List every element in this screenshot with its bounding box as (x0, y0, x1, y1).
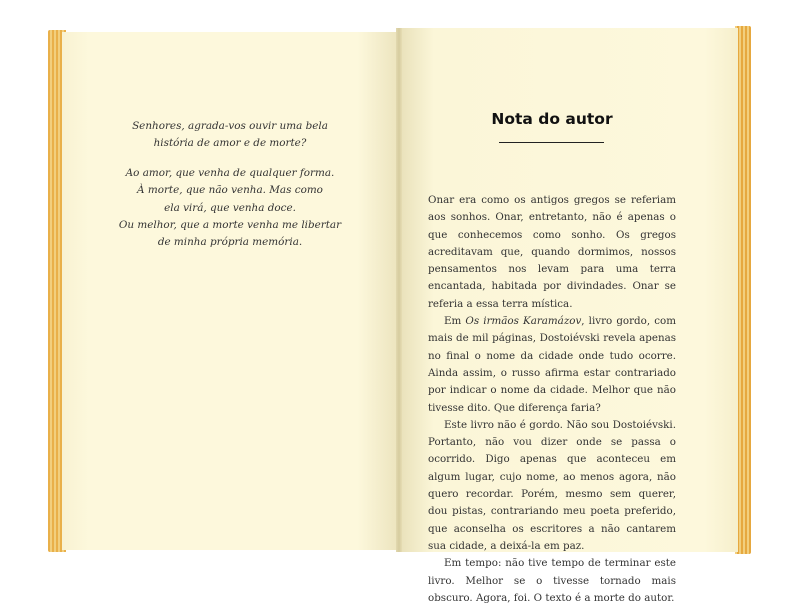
paragraph-2 (428, 313, 676, 417)
left-page (62, 32, 398, 550)
epigraph-line: Ao amor, que venha de qualquer forma. (125, 166, 335, 179)
epigraph-line: Senhores, agrada-vos ouvir uma bela (132, 120, 328, 132)
book-gutter (396, 28, 402, 552)
epigraph-line: Ou melhor, que a morte venha me libertar (118, 219, 342, 232)
title-underline (499, 142, 604, 143)
book-title-reference: Os irmãos Karamázov (465, 315, 582, 328)
chapter-title: Nota do autor (491, 110, 613, 128)
epigraph-stanza-1 (62, 118, 398, 153)
paragraph-4: Em tempo: não tive tempo de terminar este livro. Melhor se o tivesse tornado mais obscuro. Agora, foi. O texto é a morte do autor. (428, 557, 676, 604)
paragraph-2-start: Em (444, 315, 466, 328)
epigraph-line: de minha própria memória. (157, 236, 303, 249)
paragraph-2-rest: , livro gordo, com mais de mil páginas, Dostoiévski revela apenas no final o nome da cidade onde tudo ocorre. Ainda assim, o russo afirma estar contrariado por indicar o nome da cidade. Melhor que não tivesse dito. Que diferença faria? (428, 315, 676, 414)
paragraph-1: Onar era como os antigos gregos se referiam aos sonhos. Onar, entretanto, não é apenas o que conhecemos como sonho. Os gregos acreditavam que, quando dormimos, nossos pensamentos nos levam para uma terra encantada, habitada por divindades. Onar se referia a essa terra mística. (428, 194, 676, 310)
paragraph-3: Este livro não é gordo. Não sou Dostoiévski. Portanto, não vou dizer onde se passa o ocorrido. Digo apenas que aconteceu em algum lugar, cujo nome, ao menos agora, não quero recordar. Porém, mesmo sem querer, dou pistas, contrariando meu poeta preferido, que aconselha os escritores a não cantarem sua cidade, a deixá-la em paz. (428, 418, 676, 552)
epigraph-line: ela virá, que venha doce. (164, 201, 296, 214)
epigraph (62, 118, 398, 264)
epigraph-line: história de amor e de morte? (153, 137, 307, 150)
epigraph-stanza-2 (62, 165, 398, 252)
epigraph-line: À morte, que não venha. Mas como (137, 184, 323, 197)
author-note-text (428, 192, 676, 607)
